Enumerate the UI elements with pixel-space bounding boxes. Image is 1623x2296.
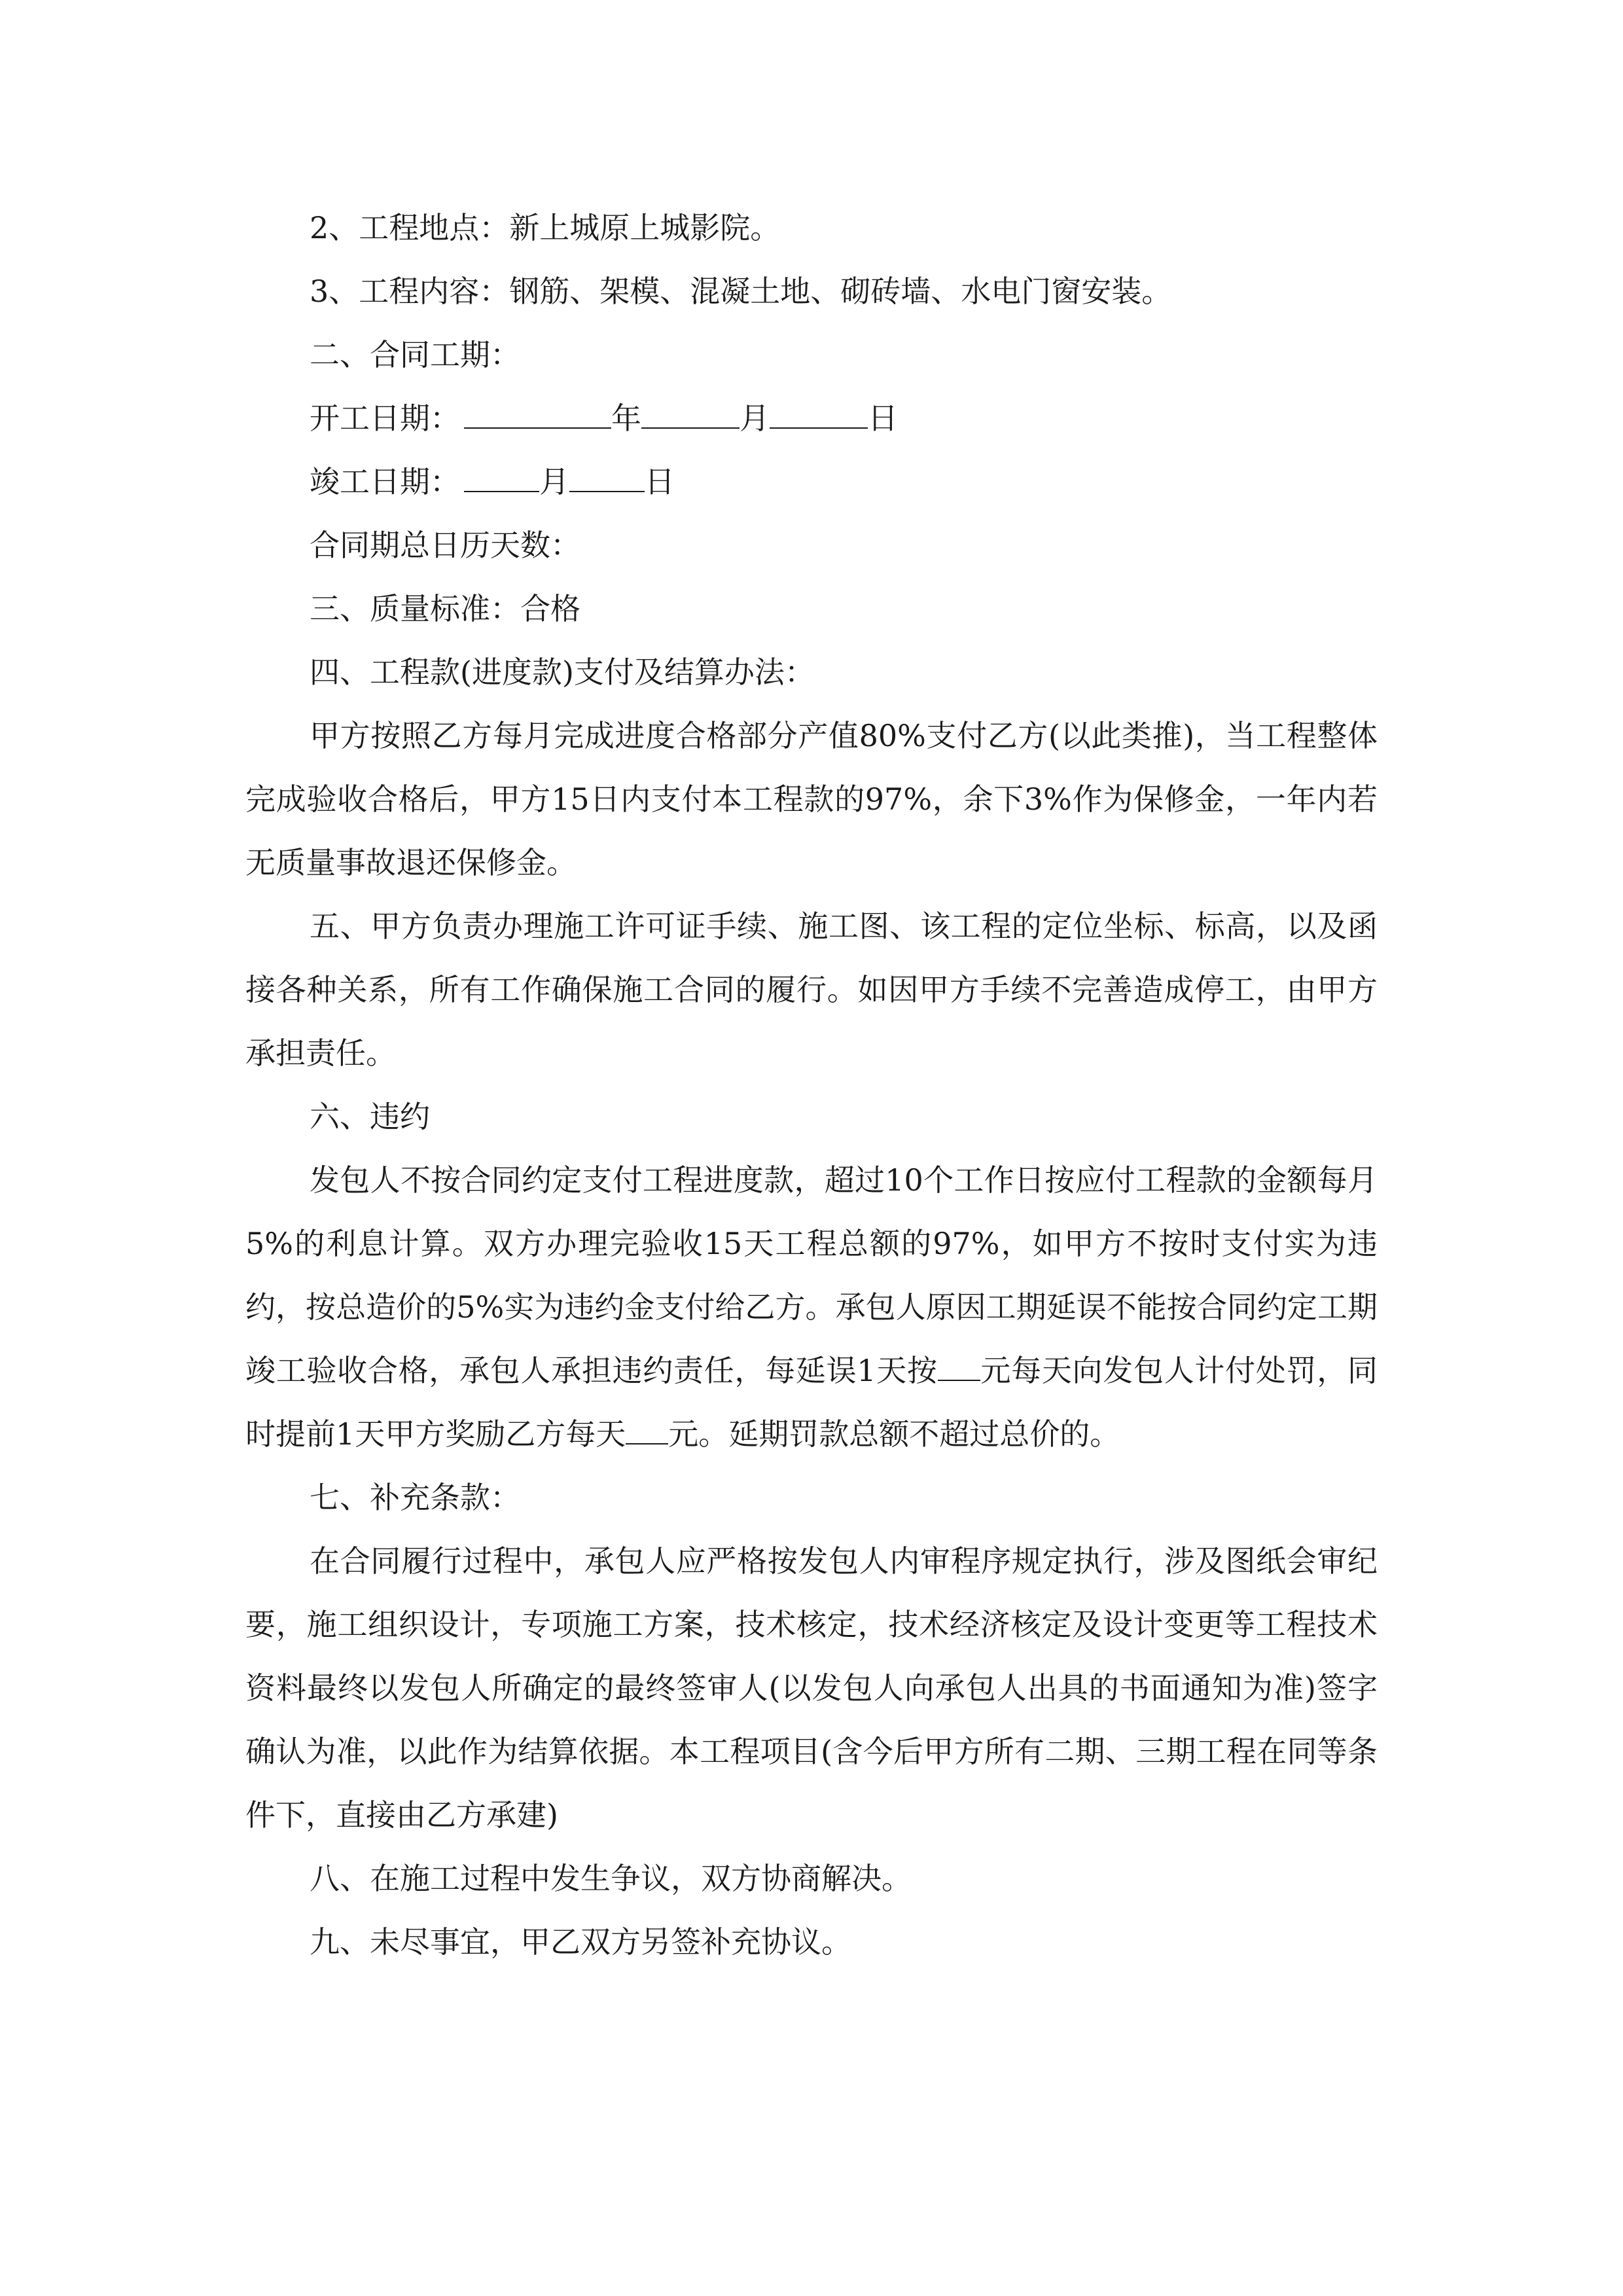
day-unit: 日 — [645, 464, 675, 499]
start-date-label: 开工日期： — [310, 401, 460, 436]
clause-project-content: 3、工程内容：钢筋、架模、混凝土地、砌砖墙、水电门窗安装。 — [310, 274, 1172, 309]
clause-project-location: 2、工程地点：新上城原上城影院。 — [310, 210, 781, 245]
heading-contract-period: 二、合同工期： — [310, 337, 520, 372]
contract-page — [245, 196, 1378, 1974]
year-unit: 年 — [611, 401, 641, 436]
breach-text — [245, 1149, 1378, 1466]
month-unit: 月 — [539, 464, 569, 499]
end-month-blank — [464, 463, 539, 492]
supplement-text: 在合同履行过程中，承包人应严格按发包人内审程序规定执行，涉及图纸会审纪要，施工组织设计，专项施工方案，技术核定，技术经济核定及设计变更等工程技术资料最终以发包人所确定的最终签审人(以发包人向承包人出具的书面通知为准)签字确认为准，以此作为结算依据。本工程项目(含今后甲方所有二期、三期工程在同等条件下，直接由乙方承建) — [245, 1543, 1378, 1833]
breach-text-part-2: 元每天向发包人计付处罚，同时提前1天甲方奖励乙方每天 — [245, 1353, 1378, 1452]
start-month-blank — [641, 400, 740, 429]
start-year-blank — [464, 400, 611, 429]
end-date-label: 竣工日期： — [310, 464, 460, 499]
start-day-blank — [770, 400, 868, 429]
clause-dispute: 八、在施工过程中发生争议，双方协商解决。 — [310, 1861, 912, 1896]
end-day-blank — [569, 463, 645, 492]
day-unit: 日 — [868, 401, 898, 436]
payment-text: 甲方按照乙方每月完成进度合格部分产值80%支付乙方(以此类推)，当工程整体完成验收合格后，甲方15日内支付本工程款的97%，余下3%作为保修金，一年内若无质量事故退还保修金。 — [245, 718, 1378, 880]
heading-supplement: 七、补充条款： — [310, 1480, 520, 1515]
daily-penalty-blank — [938, 1352, 980, 1381]
clause-other-matters: 九、未尽事宜，甲乙双方另签补充协议。 — [310, 1924, 851, 1960]
end-date-line — [245, 450, 1378, 514]
breach-text-part-1: 发包人不按合同约定支付工程进度款，超过10个工作日按应付工程款的金额每月5%的利息计算。双方办理完验收15天工程总额的97%，如甲方不按时支付实为违约，按总造价的5%实为违约金支付给乙方。承包人原因工期延误不能按合同约定工期竣工验收合格，承包人承担违约责任，每延误1天按 — [245, 1162, 1378, 1388]
daily-bonus-blank — [626, 1416, 668, 1444]
breach-text-part-3: 元。延期罚款总额不超过总价的。 — [668, 1416, 1120, 1452]
clause-owner-responsibility: 五、甲方负责办理施工许可证手续、施工图、该工程的定位坐标、标高，以及函接各种关系，所有工作确保施工合同的履行。如因甲方手续不完善造成停工，由甲方承担责任。 — [245, 908, 1378, 1071]
clause-quality-standard: 三、质量标准：合格 — [310, 591, 580, 626]
start-date-line — [245, 387, 1378, 450]
total-calendar-days: 合同期总日历天数： — [310, 528, 580, 563]
month-unit: 月 — [740, 401, 770, 436]
heading-breach: 六、违约 — [310, 1099, 430, 1134]
heading-payment: 四、工程款(进度款)支付及结算办法： — [310, 655, 815, 690]
